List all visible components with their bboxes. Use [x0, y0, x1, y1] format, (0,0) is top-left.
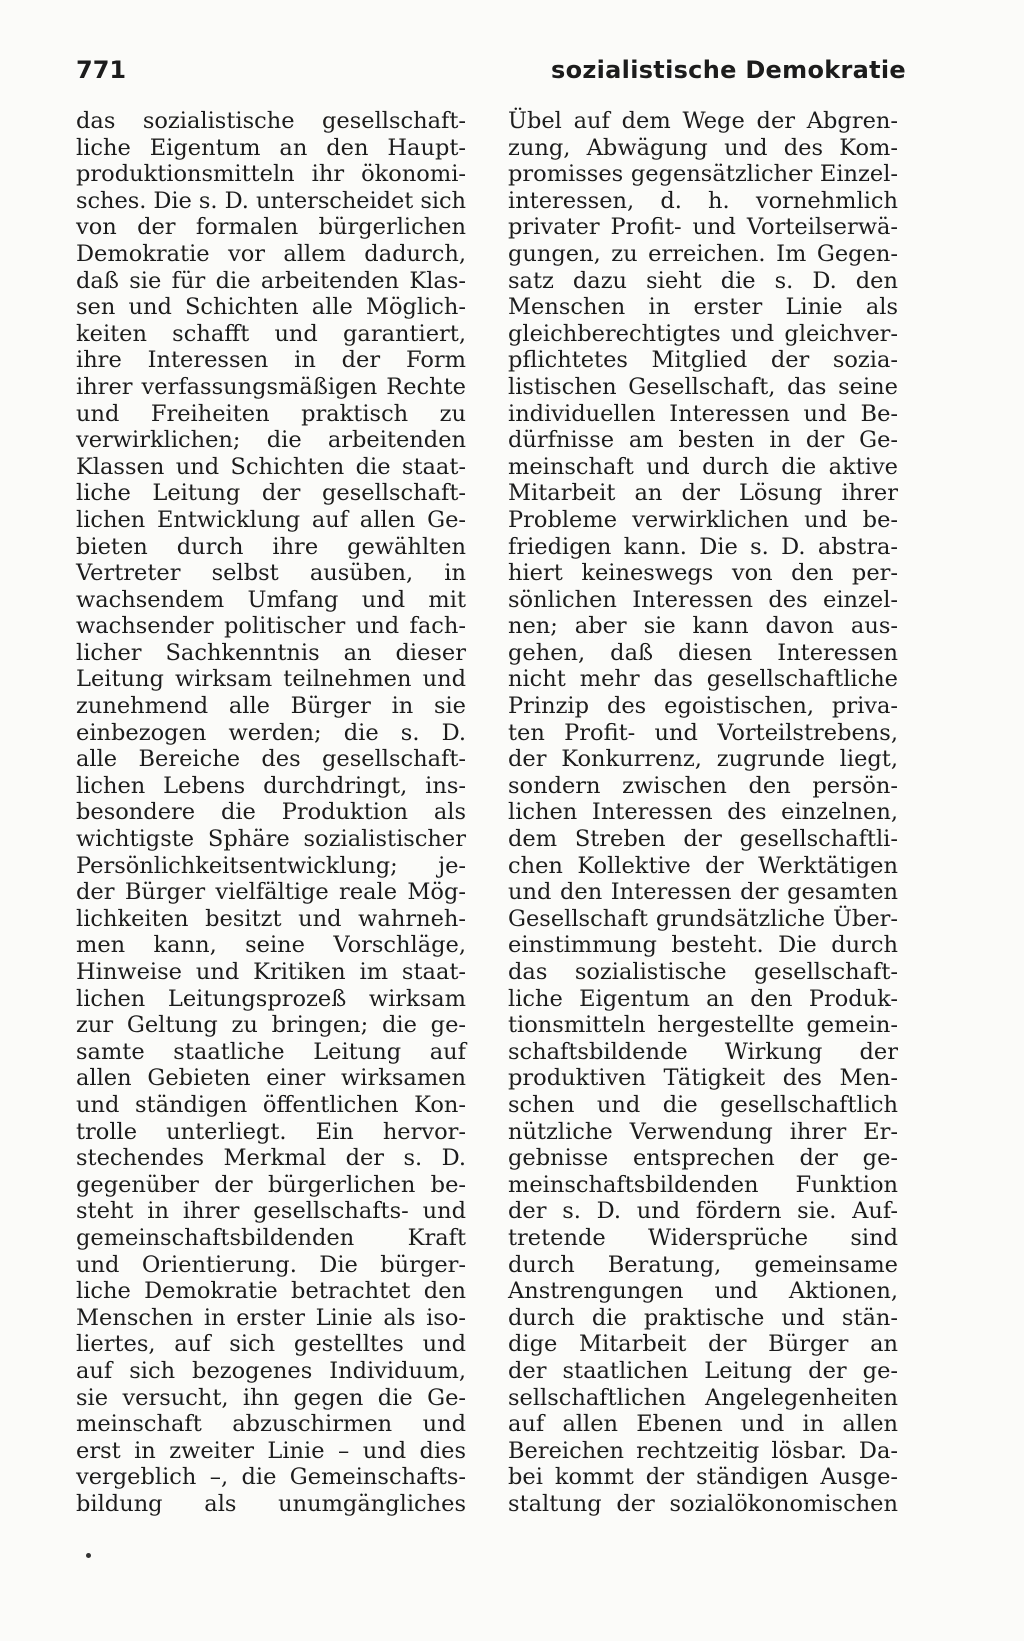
speck-mark — [86, 1553, 91, 1558]
text-line: der s. D. und fördern sie. Auf- — [508, 1198, 898, 1225]
text-line: das sozialistische gesellschaft- — [76, 108, 466, 134]
text-line: Demokratie vor allem dadurch, — [76, 240, 466, 267]
text-line: meinschaft und durch die aktive — [508, 453, 898, 480]
text-line: vergeblich –, die Gemeinschafts- — [76, 1464, 466, 1491]
text-line: sie versucht, ihn gegen die Ge- — [76, 1384, 466, 1411]
text-line: ihrer verfassungsmäßigen Rechte — [76, 373, 466, 400]
text-line: Hinweise und Kritiken im staat- — [76, 959, 466, 985]
text-line: sen und Schichten alle Möglich- — [76, 294, 466, 321]
text-line: lichen Leitungsprozeß wirksam — [76, 985, 466, 1012]
text-line: bildung als unumgängliches — [76, 1490, 466, 1517]
text-line: lichen Interessen des einzelnen, — [508, 799, 898, 826]
text-line: listischen Gesellschaft, das seine — [508, 373, 898, 400]
text-line: individuellen Interessen und Be- — [508, 400, 898, 427]
text-line: tretende Widersprüche sind — [508, 1224, 898, 1251]
text-line: zur Geltung zu bringen; die ge- — [76, 1012, 466, 1039]
text-line: liche Eigentum an den Haupt- — [76, 134, 466, 161]
text-line: bieten durch ihre gewählten — [76, 533, 466, 560]
text-line: und ständigen öffentlichen Kon- — [76, 1091, 466, 1118]
text-line: keiten schafft und garantiert, — [76, 320, 466, 347]
text-line: Persönlichkeitsentwicklung; je- — [76, 852, 466, 879]
text-line: Klassen und Schichten die staat- — [76, 453, 466, 480]
text-line: zung, Abwägung und des Kom- — [508, 134, 898, 161]
text-line: allen Gebieten einer wirksamen — [76, 1065, 466, 1092]
text-line: sches. Die s. D. unterscheidet sich — [76, 187, 466, 214]
text-line: Bereichen rechtzeitig lösbar. Da- — [508, 1437, 898, 1464]
text-line: lichen Lebens durchdringt, ins- — [76, 772, 466, 799]
text-line: satz dazu sieht die s. D. den — [508, 267, 898, 294]
text-line: erst in zweiter Linie – und dies — [76, 1437, 466, 1464]
text-line: daß sie für die arbeitenden Klas- — [76, 267, 466, 294]
text-line: gemeinschaftsbildenden Kraft — [76, 1224, 466, 1251]
text-line: verwirklichen; die arbeitenden — [76, 427, 466, 454]
text-column-left — [76, 108, 466, 1517]
text-line: dürfnisse am besten in der Ge- — [508, 427, 898, 454]
text-line: friedigen kann. Die s. D. abstra- — [508, 533, 898, 560]
text-line: Übel auf dem Wege der Abgren- — [508, 108, 898, 134]
page-number: 771 — [76, 56, 127, 84]
text-line: Probleme verwirklichen und be- — [508, 506, 898, 533]
text-line: besondere die Produktion als — [76, 799, 466, 826]
text-line: stechendes Merkmal der s. D. — [76, 1145, 466, 1172]
text-line: men kann, seine Vorschläge, — [76, 932, 466, 959]
text-line: promisses gegensätzlicher Einzel- — [508, 161, 898, 188]
text-line: einbezogen werden; die s. D. — [76, 719, 466, 746]
text-column-right — [508, 108, 898, 1517]
text-line: gebnisse entsprechen der ge- — [508, 1145, 898, 1172]
text-line: nen; aber sie kann davon aus- — [508, 613, 898, 640]
text-line: liche Eigentum an den Produk- — [508, 985, 898, 1012]
text-line: und Orientierung. Die bürger- — [76, 1251, 466, 1278]
text-line: hiert keineswegs von den per- — [508, 560, 898, 587]
text-line: samte staatliche Leitung auf — [76, 1038, 466, 1065]
text-line: liche Demokratie betrachtet den — [76, 1278, 466, 1305]
text-line: licher Sachkenntnis an dieser — [76, 639, 466, 666]
text-line: lichen Entwicklung auf allen Ge- — [76, 506, 466, 533]
text-line: steht in ihrer gesellschafts- und — [76, 1198, 466, 1225]
text-line: bei kommt der ständigen Ausge- — [508, 1464, 898, 1491]
text-line: sellschaftlichen Angelegenheiten — [508, 1384, 898, 1411]
text-line: Mitarbeit an der Lösung ihrer — [508, 480, 898, 507]
text-line: gehen, daß diesen Interessen — [508, 639, 898, 666]
text-line: interessen, d. h. vornehmlich — [508, 187, 898, 214]
text-line: von der formalen bürgerlichen — [76, 214, 466, 241]
text-line: auf sich bezogenes Individuum, — [76, 1357, 466, 1384]
text-line: sönlichen Interessen des einzel- — [508, 586, 898, 613]
text-line: ten Profit- und Vorteilstrebens, — [508, 719, 898, 746]
text-line: Leitung wirksam teilnehmen und — [76, 666, 466, 693]
text-line: der staatlichen Leitung der ge- — [508, 1357, 898, 1384]
text-line: durch Beratung, gemeinsame — [508, 1251, 898, 1278]
text-line: tionsmitteln hergestellte gemein- — [508, 1012, 898, 1039]
text-line: Gesellschaft grundsätzliche Über- — [508, 905, 898, 932]
text-line: produktionsmitteln ihr ökonomi- — [76, 161, 466, 188]
text-line: wachsendem Umfang und mit — [76, 586, 466, 613]
text-line: Anstrengungen und Aktionen, — [508, 1278, 898, 1305]
text-line: Menschen in erster Linie als iso- — [76, 1304, 466, 1331]
text-line: sondern zwischen den persön- — [508, 772, 898, 799]
text-line: nützliche Verwendung ihrer Er- — [508, 1118, 898, 1145]
text-line: lichkeiten besitzt und wahrneh- — [76, 905, 466, 932]
text-line: gegenüber der bürgerlichen be- — [76, 1171, 466, 1198]
text-line: pflichtetes Mitglied der sozia- — [508, 347, 898, 374]
text-line: dige Mitarbeit der Bürger an — [508, 1331, 898, 1358]
text-line: durch die praktische und stän- — [508, 1304, 898, 1331]
running-head: sozialistische Demokratie — [551, 56, 906, 84]
text-line: Menschen in erster Linie als — [508, 294, 898, 321]
text-line: gungen, zu erreichen. Im Gegen- — [508, 240, 898, 267]
text-line: dem Streben der gesellschaftli- — [508, 826, 898, 853]
text-line: produktiven Tätigkeit des Men- — [508, 1065, 898, 1092]
text-line: alle Bereiche des gesellschaft- — [76, 746, 466, 773]
text-line: auf allen Ebenen und in allen — [508, 1411, 898, 1438]
text-line: staltung der sozialökonomischen — [508, 1490, 898, 1517]
text-line: der Bürger vielfältige reale Mög- — [76, 879, 466, 906]
text-line: nicht mehr das gesellschaftliche — [508, 666, 898, 693]
text-line: gleichberechtigtes und gleichver- — [508, 320, 898, 347]
text-line: schen und die gesellschaftlich — [508, 1091, 898, 1118]
text-line: liche Leitung der gesellschaft- — [76, 480, 466, 507]
text-line: Prinzip des egoistischen, priva- — [508, 693, 898, 720]
text-line: chen Kollektive der Werktätigen — [508, 852, 898, 879]
text-line: und den Interessen der gesamten — [508, 879, 898, 906]
page-header — [76, 56, 906, 96]
text-line: trolle unterliegt. Ein hervor- — [76, 1118, 466, 1145]
text-line: ihre Interessen in der Form — [76, 347, 466, 374]
text-line: wachsender politischer und fach- — [76, 613, 466, 640]
text-line: schaftsbildende Wirkung der — [508, 1038, 898, 1065]
text-line: einstimmung besteht. Die durch — [508, 932, 898, 959]
text-line: Vertreter selbst ausüben, in — [76, 560, 466, 587]
text-line: liertes, auf sich gestelltes und — [76, 1331, 466, 1358]
text-line: und Freiheiten praktisch zu — [76, 400, 466, 427]
text-line: privater Profit- und Vorteilserwä- — [508, 214, 898, 241]
text-line: zunehmend alle Bürger in sie — [76, 693, 466, 720]
text-line: wichtigste Sphäre sozialistischer — [76, 826, 466, 853]
text-line: meinschaft abzuschirmen und — [76, 1411, 466, 1438]
text-line: das sozialistische gesellschaft- — [508, 959, 898, 985]
text-line: meinschaftsbildenden Funktion — [508, 1171, 898, 1198]
text-line: der Konkurrenz, zugrunde liegt, — [508, 746, 898, 773]
